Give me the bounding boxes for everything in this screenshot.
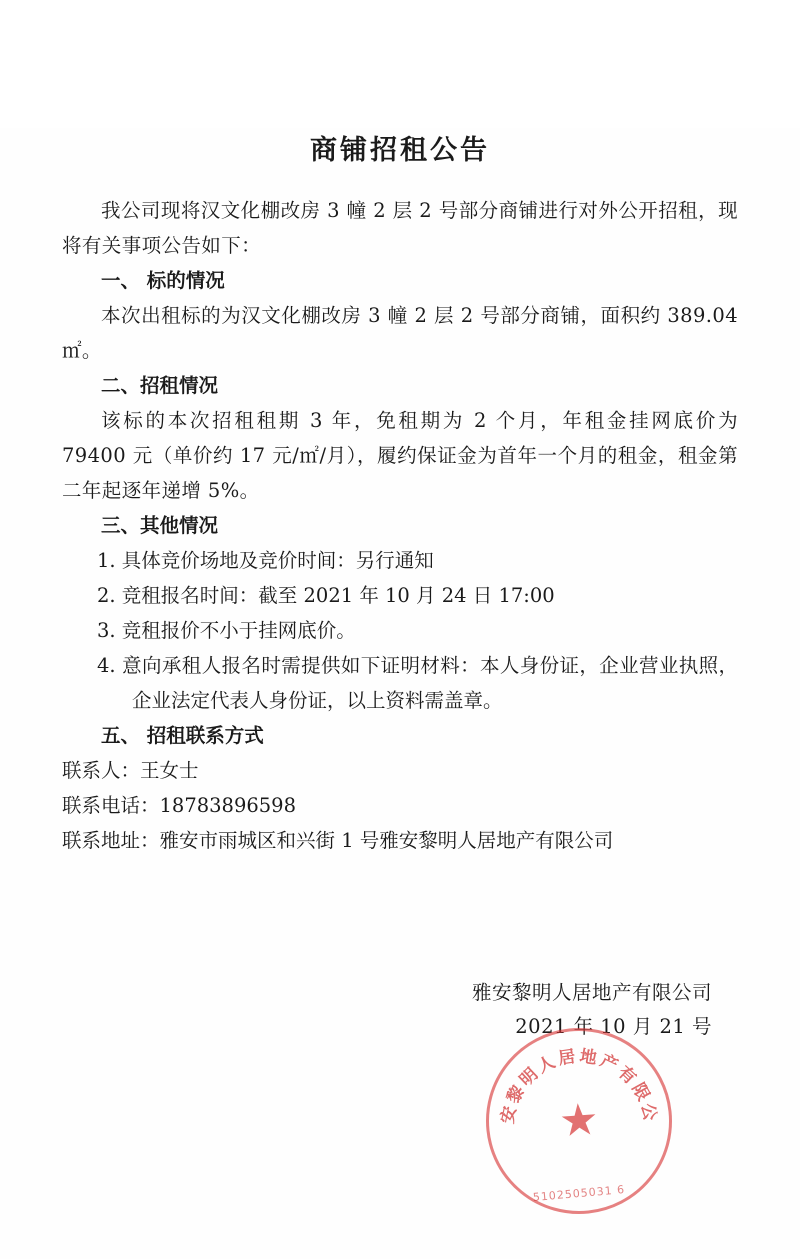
contact-person: 联系人：王女士	[62, 759, 199, 782]
contact-phone: 联系电话：18783896598	[62, 794, 296, 817]
signature-block	[62, 976, 738, 1044]
section-heading-1: 一、 标的情况	[101, 269, 225, 292]
document-page	[0, 128, 800, 1259]
section-heading-4: 五、 招租联系方式	[101, 724, 264, 747]
list-item: 2. 竞租报名时间：截至 2021 年 10 月 24 日 17:00	[97, 584, 555, 607]
section-heading-3: 三、其他情况	[101, 514, 219, 537]
section-body-2: 该标的本次招租租期 3 年，免租期为 2 个月，年租金挂网底价为 79400 元（单价约 17 元/㎡/月），履约保证金为首年一个月的租金，租金第二年起逐年递增 5%。	[62, 409, 738, 502]
seal-bottom-text: 5102505031 6	[532, 1182, 626, 1205]
signature-date: 2021 年 10 月 21 号	[515, 1015, 712, 1038]
seal-top-text: 雅安黎明人居地产有限公司	[476, 1013, 661, 1126]
seal-ring	[477, 1019, 681, 1223]
section-body-1: 本次出租标的为汉文化棚改房 3 幢 2 层 2 号部分商铺，面积约 389.04 ㎡。	[62, 304, 738, 362]
section-heading-2: 二、招租情况	[101, 374, 219, 397]
contact-address: 联系地址：雅安市雨城区和兴街 1 号雅安黎明人居地产有限公司	[62, 829, 614, 852]
signature-company: 雅安黎明人居地产有限公司	[471, 981, 712, 1004]
intro-paragraph: 我公司现将汉文化棚改房 3 幢 2 层 2 号部分商铺进行对外公开招租，现将有关事项公告如下：	[62, 199, 738, 257]
list-item: 3. 竞租报价不小于挂网底价。	[97, 619, 356, 642]
star-icon: ★	[557, 1093, 601, 1148]
list-item: 4. 意向承租人报名时需提供如下证明材料：本人身份证，企业营业执照，企业法定代表人身份证，以上资料需盖章。	[97, 654, 738, 712]
page-title: 商铺招租公告	[310, 135, 490, 166]
list-item: 1. 具体竞价场地及竞价时间：另行通知	[97, 549, 434, 572]
